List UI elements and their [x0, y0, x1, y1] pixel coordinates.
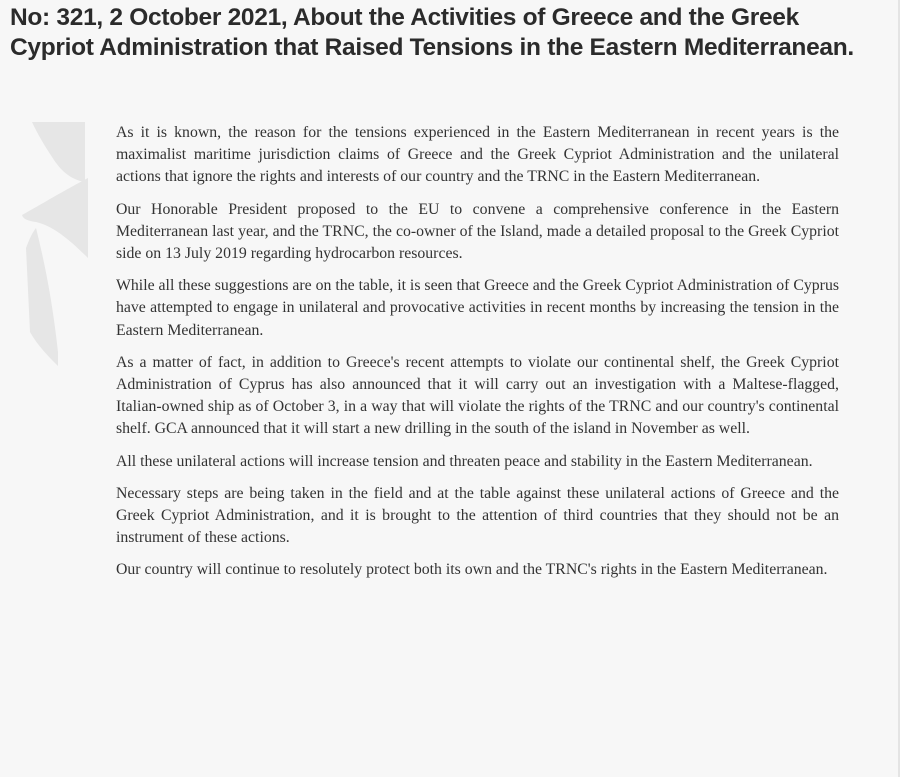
- paragraph-2: Our Honorable President proposed to the EU to convene a comprehensive conference in the Eastern Mediterranean last year, and the TRNC, the co-owner of the Island, made a detailed proposal to the Greek Cypriot side on 13 July 2019 regarding hydrocarbon resources.: [116, 200, 839, 263]
- page-title: No: 321, 2 October 2021, About the Activities of Greece and the Greek Cypriot Administration that Raised Tensions in the Eastern Mediterranean.: [10, 4, 854, 61]
- paragraph-4: As a matter of fact, in addition to Greece's recent attempts to violate our continental shelf, the Greek Cypriot Administration of Cyprus has also announced that it will carry out an investigation with a Maltese-flagged, Italian-owned ship as of October 3, in a way that will violate the rights of the TRNC and our country's continental shelf. GCA announced that it will start a new drilling in the south of the island in November as well.: [116, 353, 839, 438]
- paragraph-3: While all these suggestions are on the table, it is seen that Greece and the Greek Cypriot Administration of Cyprus have attempted to engage in unilateral and provocative activities in recent months by increasing the tension in the Eastern Mediterranean.: [116, 277, 839, 339]
- article-body: [116, 122, 839, 592]
- paragraph-7: Our country will continue to resolutely protect both its own and the TRNC's rights in the Eastern Mediterranean.: [116, 561, 828, 579]
- paragraph-1: As it is known, the reason for the tensions experienced in the Eastern Mediterranean in recent years is the maximalist maritime jurisdiction claims of Greece and the Greek Cypriot Administration and the unilateral actions that ignore the rights and interests of our country and the TRNC in the Eastern Mediterranean.: [116, 124, 839, 186]
- decorative-watermark: [10, 120, 90, 370]
- paragraph-5: All these unilateral actions will increase tension and threaten peace and stability in the Eastern Mediterranean.: [116, 452, 813, 470]
- paragraph-6: Necessary steps are being taken in the field and at the table against these unilateral actions of Greece and the Greek Cypriot Administration, and it is brought to the attention of third countries that they should not be an instrument of these actions.: [116, 484, 839, 547]
